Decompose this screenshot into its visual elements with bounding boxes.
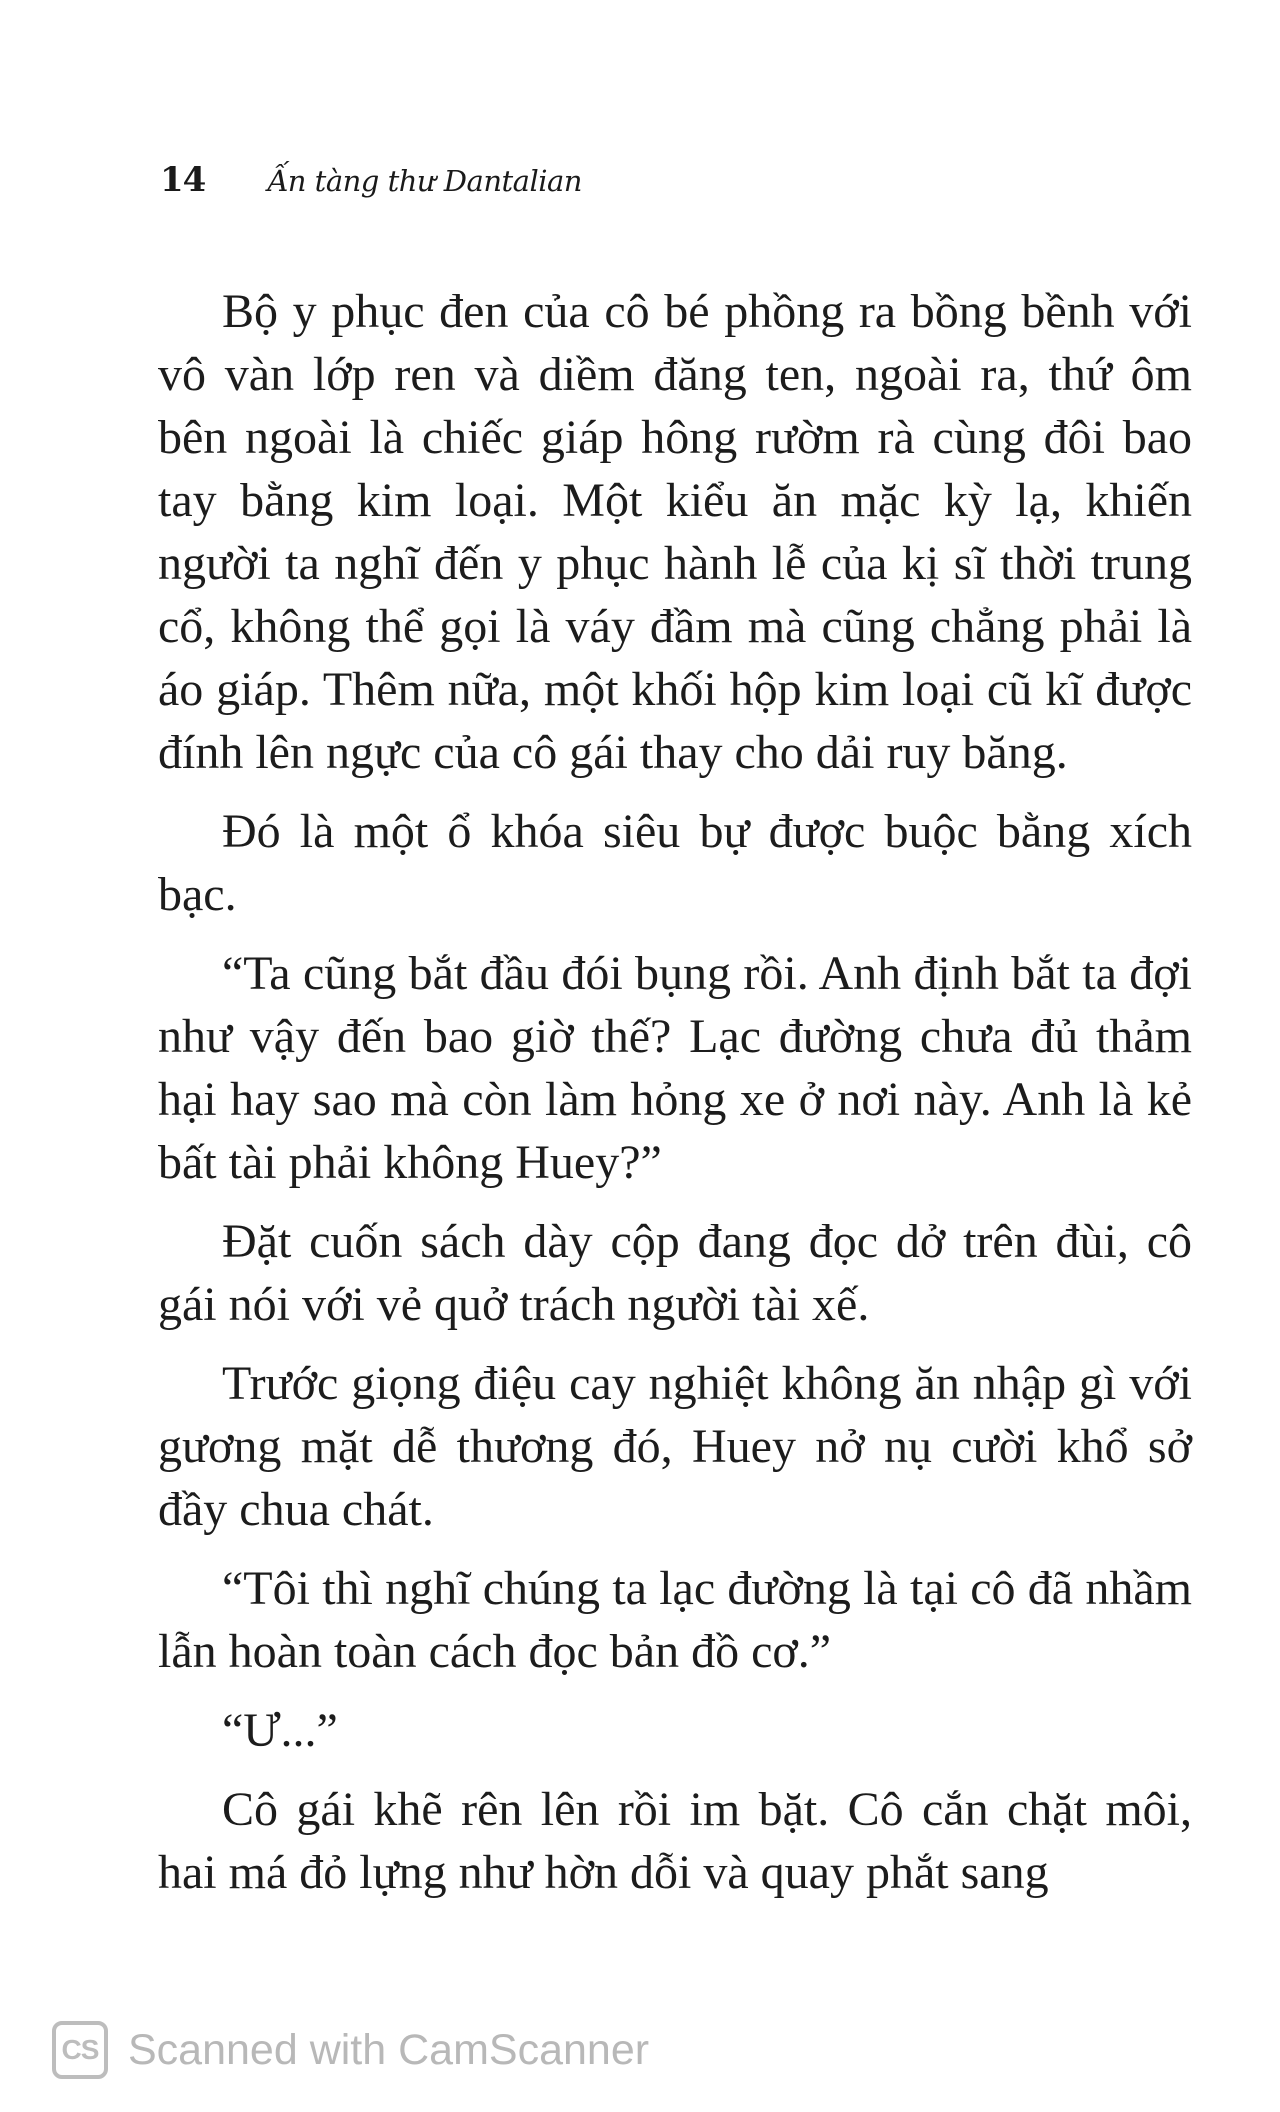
paragraph: Đặt cuốn sách dày cộp đang đọc dở trên đùi, cô gái nói với vẻ quở trách người tài xế. (158, 1215, 1192, 1331)
scanner-watermark (52, 2018, 649, 2082)
paragraph: Cô gái khẽ rên lên rồi im bặt. Cô cắn chặt môi, hai má đỏ lựng như hờn dỗi và quay phắt sang (158, 1783, 1192, 1899)
page-number: 14 (160, 160, 206, 200)
paragraph: “Tôi thì nghĩ chúng ta lạc đường là tại cô đã nhầm lẫn hoàn toàn cách đọc bản đồ cơ.” (158, 1562, 1192, 1678)
paragraph: Bộ y phục đen của cô bé phồng ra bồng bềnh với vô vàn lớp ren và diềm đăng ten, ngoài ra, thứ ôm bên ngoài là chiếc giáp hông rườm rà cùng đôi bao tay bằng kim loại. Một kiểu ăn mặc kỳ lạ, khiến người ta nghĩ đến y phục hành lễ của kị sĩ thời trung cổ, không thể gọi là váy đầm mà cũng chẳng phải là áo giáp. Thêm nữa, một khối hộp kim loại cũ kĩ được đính lên ngực của cô gái thay cho dải ruy băng. (158, 285, 1192, 779)
paragraph: “Ta cũng bắt đầu đói bụng rồi. Anh định bắt ta đợi như vậy đến bao giờ thế? Lạc đường chưa đủ thảm hại hay sao mà còn làm hỏng xe ở nơi này. Anh là kẻ bất tài phải không Huey?” (158, 947, 1192, 1189)
paragraph: Trước giọng điệu cay nghiệt không ăn nhập gì với gương mặt dễ thương đó, Huey nở nụ cười khổ sở đầy chua chát. (158, 1357, 1192, 1536)
running-head (160, 160, 582, 210)
paragraph: Đó là một ổ khóa siêu bự được buộc bằng xích bạc. (158, 805, 1192, 921)
book-title: Ấn tàng thư Dantalian (267, 164, 582, 198)
body-text (158, 280, 1192, 1920)
camscanner-logo-icon: CS (52, 2021, 108, 2079)
watermark-text: Scanned with CamScanner (128, 2025, 650, 2074)
paragraph: “Ư...” (222, 1704, 338, 1757)
